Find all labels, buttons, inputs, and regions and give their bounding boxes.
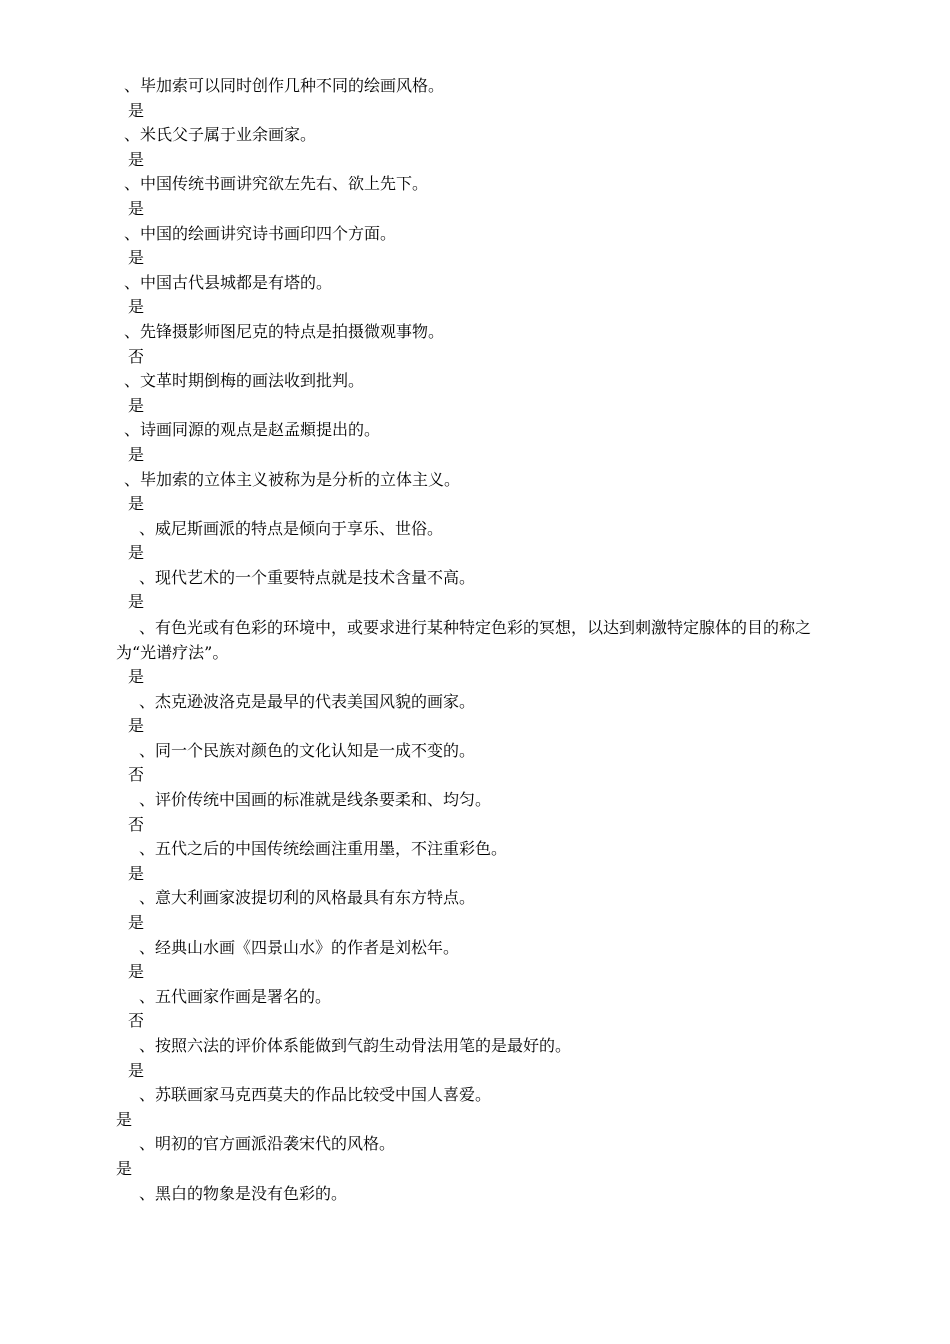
question-23: 、黑白的物象是没有色彩的。 <box>139 1183 348 1203</box>
question-3: 、中国传统书画讲究欲左先右、欲上先下。 <box>124 174 429 194</box>
question-9: 、毕加索的立体主义被称为是分析的立体主义。 <box>124 469 461 489</box>
answer-9: 是 <box>128 494 145 514</box>
question-7: 、文革时期倒梅的画法收到批判。 <box>124 371 365 391</box>
question-19: 、五代画家作画是署名的。 <box>139 986 332 1006</box>
question-10: 、威尼斯画派的特点是倾向于享乐、世俗。 <box>139 518 444 538</box>
answer-20: 是 <box>128 1060 145 1080</box>
question-20: 、按照六法的评价体系能做到气韵生动骨法用笔的是最好的。 <box>139 1035 572 1055</box>
answer-21: 是 <box>116 1109 133 1129</box>
answer-4: 是 <box>128 248 145 268</box>
question-4: 、中国的绘画讲究诗书画印四个方面。 <box>124 223 397 243</box>
answer-11: 是 <box>128 592 145 612</box>
question-13: 、杰克逊波洛克是最早的代表美国风貌的画家。 <box>139 691 476 711</box>
answer-18: 是 <box>128 962 145 982</box>
answer-8: 是 <box>128 444 145 464</box>
answer-13: 是 <box>128 716 145 736</box>
question-22: 、明初的官方画派沿袭宋代的风格。 <box>139 1134 396 1154</box>
question-15: 、评价传统中国画的标准就是线条要柔和、均匀。 <box>139 790 492 810</box>
answer-3: 是 <box>128 198 145 218</box>
answer-14: 否 <box>128 765 145 785</box>
question-2: 、米氏父子属于业余画家。 <box>124 125 317 145</box>
question-14: 、同一个民族对颜色的文化认知是一成不变的。 <box>139 740 476 760</box>
answer-15: 否 <box>128 814 145 834</box>
question-12: 、有色光或有色彩的环境中，或要求进行某种特定色彩的冥想，以达到刺激特定腺体的目的称之为“光谱疗法”。 <box>116 618 812 663</box>
answer-1: 是 <box>128 100 145 120</box>
answer-17: 是 <box>128 913 145 932</box>
answer-6: 否 <box>128 346 145 366</box>
answer-2: 是 <box>128 149 145 169</box>
answer-10: 是 <box>128 543 145 563</box>
answer-7: 是 <box>128 395 145 415</box>
answer-19: 否 <box>128 1011 145 1031</box>
question-17: 、意大利画家波提切利的风格最具有东方特点。 <box>139 888 476 908</box>
question-8: 、诗画同源的观点是赵孟頫提出的。 <box>124 420 381 440</box>
question-16: 、五代之后的中国传统绘画注重用墨，不注重彩色。 <box>139 839 508 859</box>
question-5: 、中国古代县城都是有塔的。 <box>124 272 333 292</box>
answer-12: 是 <box>128 667 145 687</box>
document-body <box>116 74 836 1206</box>
answer-5: 是 <box>128 297 145 317</box>
question-18: 、经典山水画《四景山水》的作者是刘松年。 <box>139 937 460 957</box>
question-21: 、苏联画家马克西莫夫的作品比较受中国人喜爱。 <box>139 1085 492 1105</box>
question-6: 、先锋摄影师图尼克的特点是拍摄微观事物。 <box>124 321 445 341</box>
question-1: 、毕加索可以同时创作几种不同的绘画风格。 <box>124 76 445 95</box>
answer-22: 是 <box>116 1158 133 1178</box>
answer-16: 是 <box>128 863 145 883</box>
question-11: 、现代艺术的一个重要特点就是技术含量不高。 <box>139 567 476 587</box>
